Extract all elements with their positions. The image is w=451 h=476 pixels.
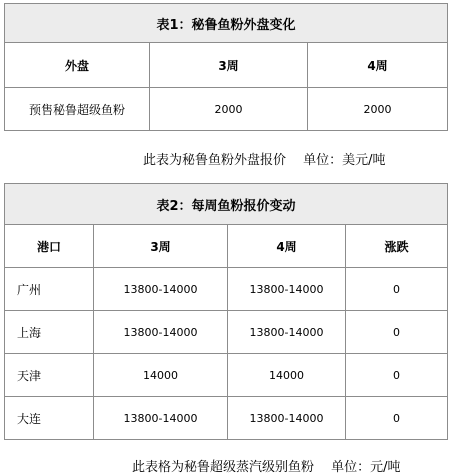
table1-header-week4: 4周 [308,43,448,88]
table2-header-change: 涨跌 [346,225,448,268]
week3-price: 13800-14000 [94,311,228,354]
table1-row-label: 预售秘鲁超级鱼粉 [5,88,150,131]
port-name: 大连 [5,397,94,440]
week3-price: 13800-14000 [94,397,228,440]
fishmeal-external-price-table [4,3,448,131]
table2-header-week4: 4周 [228,225,346,268]
week4-price: 13800-14000 [228,311,346,354]
port-name: 广州 [5,268,94,311]
table-row [5,354,448,397]
price-change: 0 [346,354,448,397]
weekly-fishmeal-price-table [4,183,448,440]
table1-header-week3: 3周 [150,43,308,88]
week4-price: 14000 [228,354,346,397]
table-row [5,268,448,311]
table2-header-week3: 3周 [94,225,228,268]
table-row [5,311,448,354]
week4-price: 13800-14000 [228,397,346,440]
table2-header-port: 港口 [5,225,94,268]
table1-cell-week3: 2000 [150,88,308,131]
week3-price: 14000 [94,354,228,397]
table1-header-external: 外盘 [5,43,150,88]
table1-note: 此表为秘鲁鱼粉外盘报价 单位：美元/吨 [143,153,386,168]
table-row [5,397,448,440]
table1-cell-week4: 2000 [308,88,448,131]
table2-title: 表2：每周鱼粉报价变动 [5,184,448,225]
price-change: 0 [346,311,448,354]
table1-title: 表1：秘鲁鱼粉外盘变化 [5,4,448,43]
price-change: 0 [346,397,448,440]
port-name: 上海 [5,311,94,354]
table-row [5,88,448,131]
table2-note: 此表格为秘鲁超级蒸汽级别鱼粉 单位：元/吨 [132,460,401,475]
week3-price: 13800-14000 [94,268,228,311]
price-change: 0 [346,268,448,311]
week4-price: 13800-14000 [228,268,346,311]
port-name: 天津 [5,354,94,397]
